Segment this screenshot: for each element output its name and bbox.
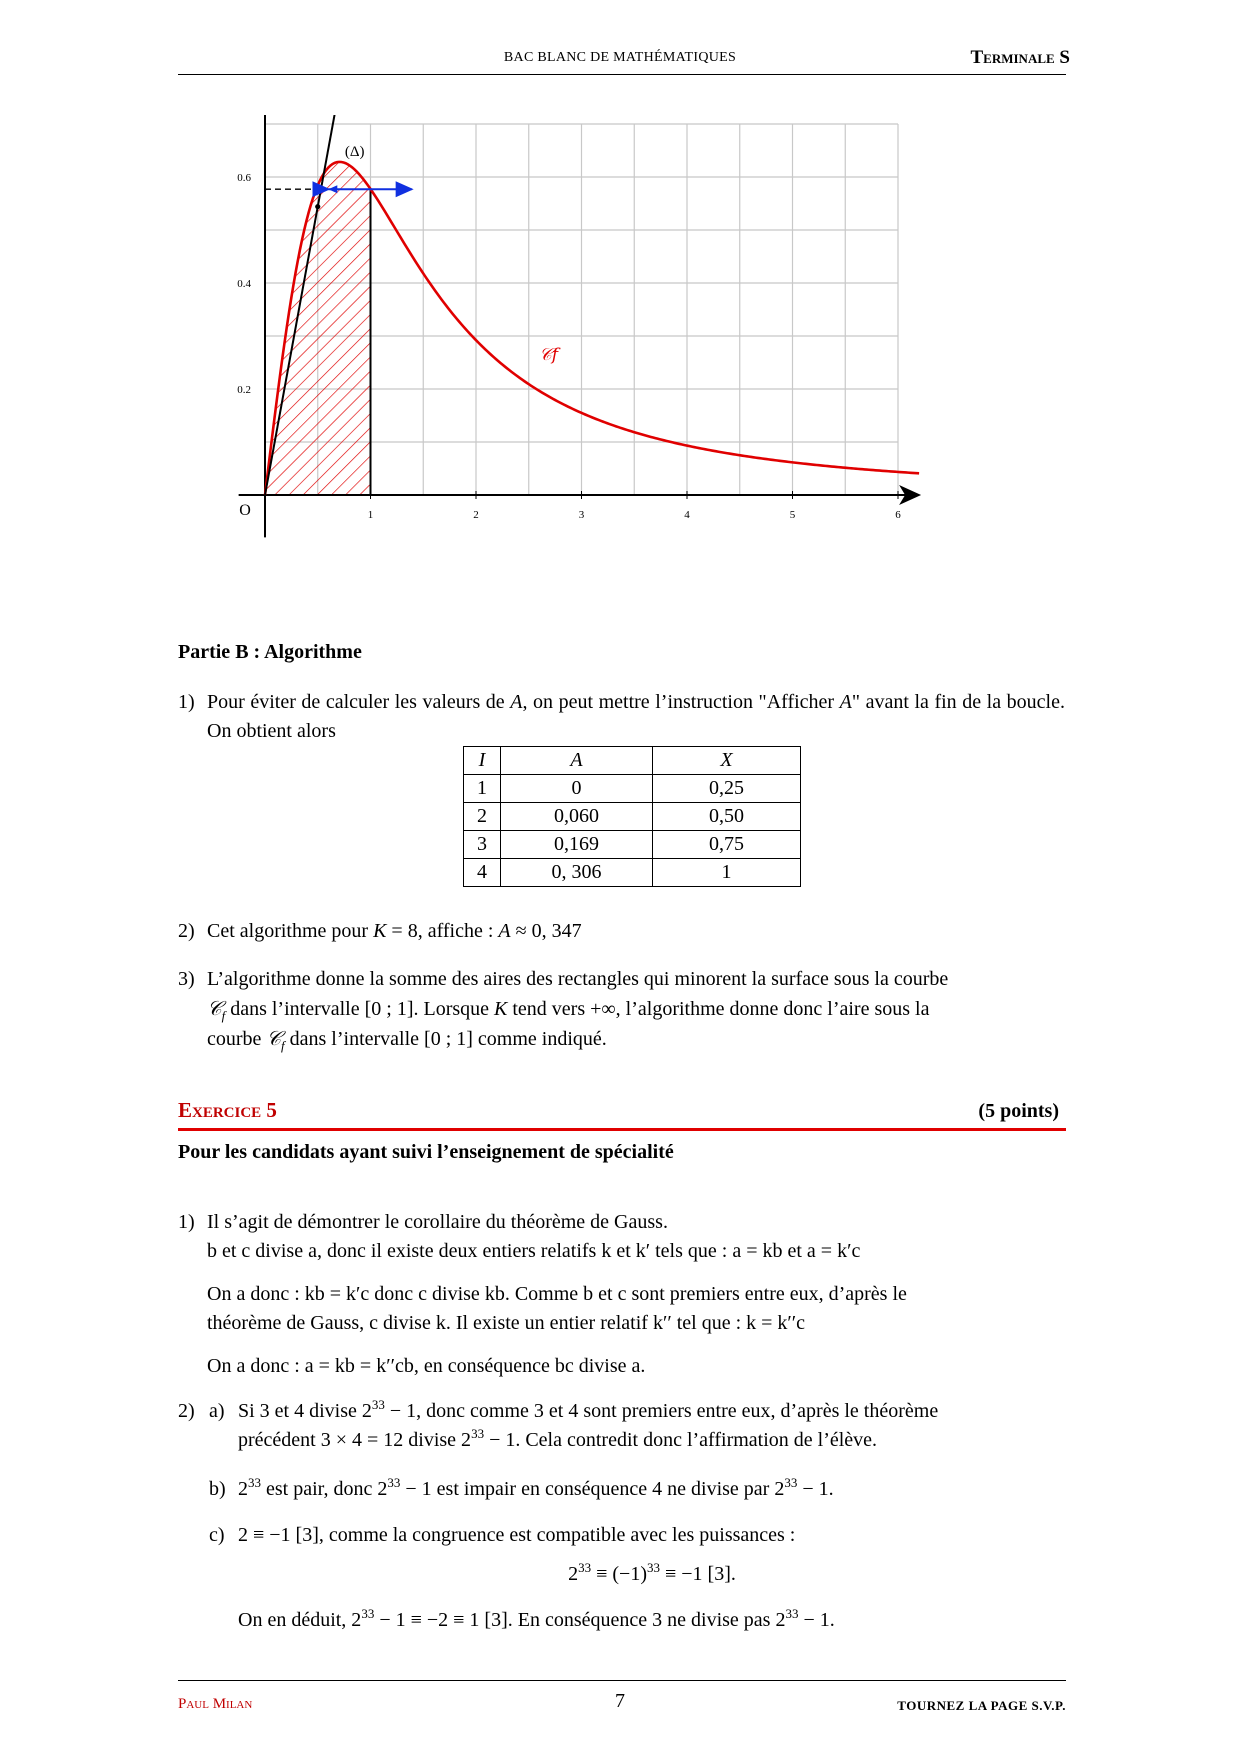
exercise-subtitle: Pour les candidats ayant suivi l’enseignement de spécialité: [178, 1141, 674, 1163]
table-row: 2 0,060 0,50: [464, 803, 801, 831]
y-tick-label: 0.2: [237, 384, 251, 396]
partie-b-title: Partie B : Algorithme: [178, 641, 362, 663]
x-tick-label: 6: [895, 509, 901, 521]
x-tick-label: 3: [578, 509, 585, 521]
ex-q2c-label: c): [209, 1524, 225, 1546]
ex-q1-line4: théorème de Gauss, c divise k. Il existe un entier relatif k′′ tel que : k = k′′c: [207, 1312, 806, 1334]
footer-rule: [178, 1680, 1066, 1681]
q2-number: 2): [178, 920, 195, 942]
header-class: Terminale S: [970, 47, 1070, 68]
ex-q2b-label: b): [209, 1478, 226, 1500]
algorithm-table: [463, 746, 801, 887]
ex-q1-line5: On a donc : a = kb = k′′cb, en conséquence bc divise a.: [207, 1355, 646, 1377]
origin-label: O: [239, 502, 251, 519]
table-header: A: [501, 747, 653, 775]
x-tick-label: 1: [367, 509, 374, 521]
q1-text: Pour éviter de calculer les valeurs de A, on peut mettre l’instruction "Afficher A" avant la fin de la boucle. On obtient alors: [207, 691, 1065, 742]
table-row: 1 0 0,25: [464, 775, 801, 803]
y-tick-label: 0.4: [237, 278, 251, 290]
function-graph: [230, 115, 1060, 615]
exercise-rule: [178, 1128, 1066, 1131]
ex-q2b-text: $2^{33}$ est pair, donc $2^{33} - 1$ est impair en conséquence 4 ne divise par $2^{33} - 1$.: [238, 1475, 834, 1500]
footer-author: Paul Milan: [178, 1696, 253, 1712]
table-header-row: [464, 747, 801, 775]
ex-q2-number: 2): [178, 1400, 195, 1422]
x-tick-label: 4: [684, 509, 690, 521]
ex-q2a-label: a): [209, 1400, 225, 1422]
ex-q1-number: 1): [178, 1211, 195, 1233]
tangent-label: (Δ): [344, 143, 365, 160]
ex-q1-line3: On a donc : kb = k′c donc c divise kb. Comme b et c sont premiers entre eux, d’après le: [207, 1283, 907, 1305]
header-rule: [178, 74, 1066, 75]
q1-number: 1): [178, 691, 195, 713]
table-row: 3 0,169 0,75: [464, 831, 801, 859]
table-header: I: [464, 747, 501, 775]
page-number: 7: [615, 1690, 625, 1712]
tangent-point: [315, 204, 320, 209]
footer-note: TOURNEZ LA PAGE S.V.P.: [897, 1698, 1066, 1713]
ex-q2c-equation: $2^{33} \equiv (-1)^{33} \equiv -1$ [3].: [568, 1560, 736, 1585]
x-tick-label: 5: [789, 509, 796, 521]
q2-text: Cet algorithme pour K = 8, affiche : A ≈ 0, 347: [207, 920, 582, 942]
q3-text: L’algorithme donne la somme des aires des rectangles qui minorent la surface sous la courbe 𝒞$_f$ dans l’intervalle [0 ; 1]. Lorsque K tend vers +∞, l’algorithme donne donc l’aire sous la courbe 𝒞$_f$ dans l’intervalle [0 ; 1] comme indiqué.: [207, 968, 949, 1053]
x-tick-label: 2: [473, 509, 479, 521]
header-title: BAC BLANC DE MATHÉMATIQUES: [503, 50, 737, 65]
ex-q2c-line1: 2 ≡ −1 [3], comme la congruence est compatible avec les puissances :: [238, 1524, 796, 1546]
exercise-points: (5 points): [978, 1100, 1059, 1122]
table-row: 4 0, 306 1: [464, 859, 801, 887]
table-header: X: [653, 747, 801, 775]
y-tick-label: 0.6: [237, 172, 251, 184]
ex-q2c-line3: On en déduit, $2^{33} - 1 \equiv -2 \equiv 1$ [3]. En conséquence 3 ne divise pas $2^{33} - 1$.: [238, 1606, 835, 1631]
exercise-title: Exercice 5: [178, 1098, 277, 1122]
q3-number: 3): [178, 968, 195, 990]
ex-q2a-text: Si 3 et 4 divise $2^{33} - 1$, donc comme 3 et 4 sont premiers entre eux, d’après le théorème précédent 3 × 4 = 12 divise $2^{33} - 1$. Cela contredit donc l’affirmation de l’élève.: [238, 1397, 939, 1451]
ex-q1-line1: Il s’agit de démontrer le corollaire du théorème de Gauss.: [207, 1211, 668, 1233]
curve-label: 𝒞f: [539, 344, 558, 365]
ex-q1-line2: b et c divise a, donc il existe deux entiers relatifs k et k′ tels que : a = kb et a = k′c: [207, 1240, 861, 1262]
